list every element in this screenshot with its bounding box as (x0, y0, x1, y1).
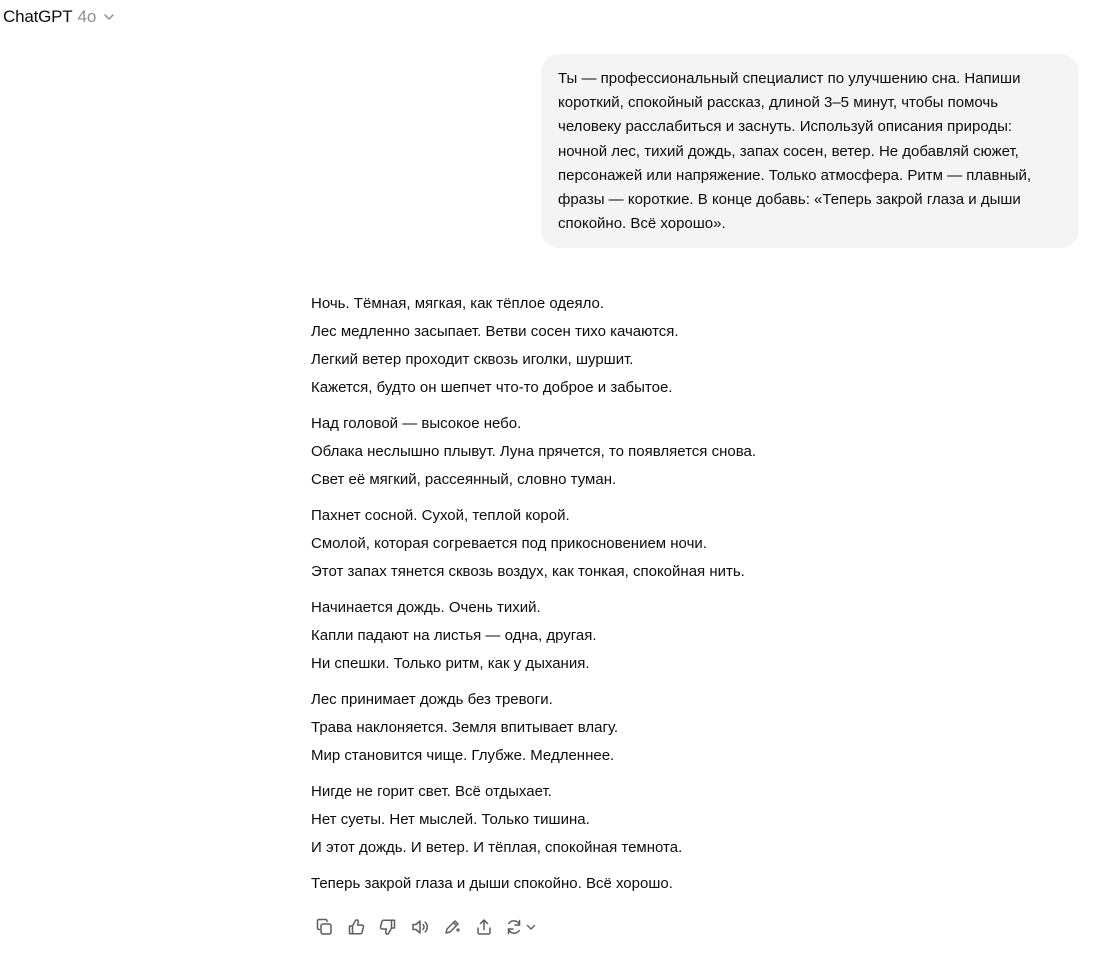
assistant-line: И этот дождь. И ветер. И тёплая, спокойная темнота. (311, 839, 683, 856)
assistant-message (311, 290, 871, 906)
pen-sparkle-icon (442, 917, 462, 937)
assistant-line: Кажется, будто он шепчет что-то доброе и забытое. (311, 379, 673, 396)
assistant-line: Лес принимает дождь без тревоги. (311, 691, 553, 708)
assistant-paragraph (311, 410, 871, 494)
assistant-line: Этот запах тянется сквозь воздух, как тонкая, спокойная нить. (311, 563, 745, 580)
regenerate-icon (504, 917, 524, 937)
share-button[interactable] (468, 913, 500, 941)
good-response-button[interactable] (340, 913, 372, 941)
assistant-line: Облака неслышно плывут. Луна прячется, то появляется снова. (311, 443, 757, 460)
bad-response-button[interactable] (372, 913, 404, 941)
assistant-line: Мир становится чище. Глубже. Медленнее. (311, 747, 615, 764)
thumbs-down-icon (378, 917, 398, 937)
message-actions (308, 913, 540, 941)
assistant-line: Нет суеты. Нет мыслей. Только тишина. (311, 811, 590, 828)
regenerate-button[interactable] (500, 913, 540, 941)
assistant-paragraph (311, 778, 871, 862)
assistant-line: Трава наклоняется. Земля впитывает влагу. (311, 719, 619, 736)
assistant-line: Ночь. Тёмная, мягкая, как тёплое одеяло. (311, 295, 605, 312)
copy-button[interactable] (308, 913, 340, 941)
assistant-paragraph (311, 594, 871, 678)
chevron-down-icon (102, 10, 116, 24)
thumbs-up-icon (346, 917, 366, 937)
assistant-line: Ни спешки. Только ритм, как у дыхания. (311, 655, 590, 672)
copy-icon (314, 917, 334, 937)
assistant-paragraph (311, 290, 871, 402)
assistant-line: Над головой — высокое небо. (311, 415, 522, 432)
model-selector[interactable] (3, 5, 116, 29)
assistant-paragraph (311, 502, 871, 586)
assistant-line: Лес медленно засыпает. Ветви сосен тихо качаются. (311, 323, 679, 340)
chevron-down-icon (525, 921, 537, 933)
assistant-line: Капли падают на листья — одна, другая. (311, 627, 597, 644)
edit-in-canvas-button[interactable] (436, 913, 468, 941)
model-name: ChatGPT (3, 7, 73, 26)
assistant-line: Нигде не горит свет. Всё отдыхает. (311, 783, 552, 800)
assistant-paragraph (311, 686, 871, 770)
share-icon (474, 917, 494, 937)
assistant-line: Легкий ветер проходит сквозь иголки, шуршит. (311, 351, 634, 368)
model-version: 4o (77, 7, 97, 26)
assistant-line: Теперь закрой глаза и дыши спокойно. Всё хорошо. (311, 875, 673, 892)
assistant-line: Смолой, которая согревается под прикосновением ночи. (311, 535, 707, 552)
read-aloud-button[interactable] (404, 913, 436, 941)
assistant-line: Свет её мягкий, рассеянный, словно туман. (311, 471, 617, 488)
assistant-line: Начинается дождь. Очень тихий. (311, 599, 541, 616)
speaker-icon (410, 917, 430, 937)
assistant-line: Пахнет сосной. Сухой, теплой корой. (311, 507, 570, 524)
assistant-paragraph (311, 870, 871, 898)
user-message-text: Ты — профессиональный специалист по улучшению сна. Напиши короткий, спокойный рассказ, длиной 3–5 минут, чтобы помочь человеку расслабиться и заснуть. Используй описания природы: ночной лес, тихий дождь, запах сосен, ветер. Не добавляй сюжет, персонажей или напряжение. Только атмосфера. Ритм — плавный, фразы — короткие. В конце добавь: «Теперь закрой глаза и дыши спокойно. Всё хорошо». (558, 70, 1032, 233)
user-message-bubble (541, 54, 1079, 248)
